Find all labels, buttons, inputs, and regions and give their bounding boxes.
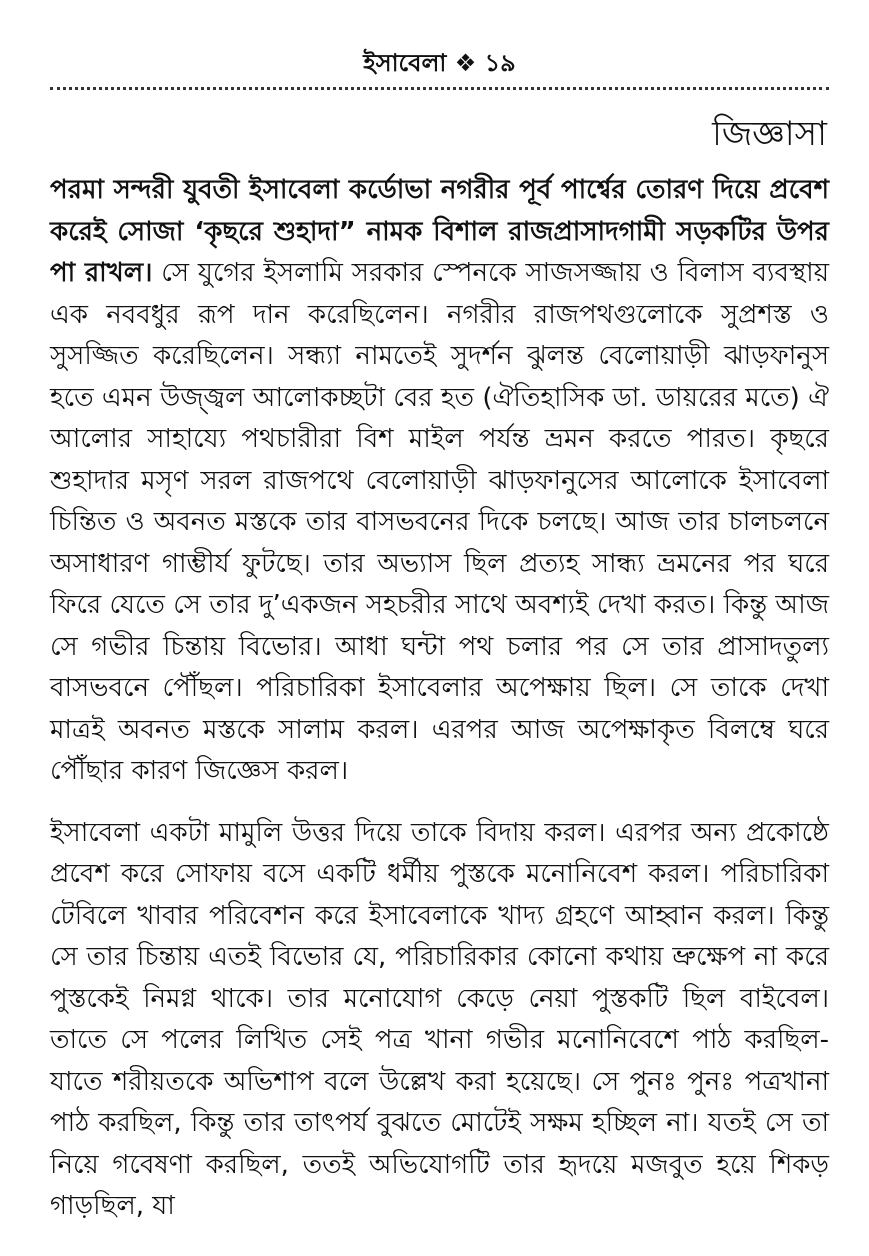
- paragraph-1-opening: পরমা সন্দরী যুবতী ইসাবেলা কর্ডোভা নগরীর পূর্ব পার্শ্বের তোরণ দিয়ে প্রবেশ করেই সোজা ‘কৃছরে শুহাদা” নামক বিশাল রাজপ্রাসাদগামী সড়কটির উপর পা রাখল।: [50, 175, 829, 288]
- chapter-title: জিজ্ঞাসা: [712, 114, 827, 154]
- paragraph-2-text: ইসাবেলা একটা মামুলি উত্তর দিয়ে তাকে বিদায় করল। এরপর অন্য প্রকোষ্ঠে প্রবেশ করে সোফায় বসে একটি ধর্মীয় পুস্তকে মনোনিবেশ করল। পরিচারিকা টেবিলে খাবার পরিবেশন করে ইসাবেলাকে খাদ্য গ্রহণে আহ্বান করল। কিন্তু সে তার চিন্তায় এতই বিভোর যে, পরিচারিকার কোনো কথায় ভ্রুক্ষেপ না করে পুস্তকেই নিমগ্ন থাকে। তার মনোযোগ কেড়ে নেয়া পুস্তকটি ছিল বাইবেল। তাতে সে পলের লিখিত সেই পত্র খানা গভীর মনোনিবেশে পাঠ করছিল-যাতে শরীয়তকে অভিশাপ বলে উল্লেখ করা হয়েছে। সে পুনঃ পুনঃ পত্রখানা পাঠ করছিল, কিন্তু তার তাৎপর্য বুঝতে মোটেই সক্ষম হচ্ছিল না। যতই সে তা নিয়ে গবেষণা করছিল, ততই অভিযোগটি তার হৃদয়ে মজবুত হয়ে শিকড় গাড়ছিল, যা: [50, 817, 829, 1221]
- paragraph-1-text: সে যুগের ইসলামি সরকার স্পেনকে সাজসজ্জায় ও বিলাস ব্যবস্থায় এক নববধুর রূপ দান করেছিলেন। নগরীর রাজপথগুলোকে সুপ্রশস্ত ও সুসজ্জিত করেছিলেন। সন্ধ্যা নামতেই সুদর্শন ঝুলন্ত বেলোয়াড়ী ঝাড়ফানুস হতে এমন উজ্জ্বল আলোকচ্ছটা বের হত (ঐতিহাসিক ডা. ডায়রের মতে) ঐ আলোর সাহায্যে পথচারীরা বিশ মাইল পর্যন্ত ভ্রমন করতে পারত। কৃছরে শুহাদার মসৃণ সরল রাজপথে বেলোয়াড়ী ঝাড়ফানুসের আলোকে ইসাবেলা চিন্তিত ও অবনত মস্তকে তার বাসভবনের দিকে চলছে। আজ তার চালচলনে অসাধারণ গাম্ভীর্য ফুটছে। তার অভ্যাস ছিল প্রত্যহ সান্ধ্য ভ্রমনের পর ঘরে ফিরে যেতে সে তার দু’একজন সহচরীর সাথে অবশ্যই দেখা করত। কিন্তু আজ সে গভীর চিন্তায় বিভোর। আধা ঘন্টা পথ চলার পর সে তার প্রাসাদতুল্য বাসভবনে পৌঁছল। পরিচারিকা ইসাবেলার অপেক্ষায় ছিল। সে তাকে দেখা মাত্রই অবনত মস্তকে সালাম করল। এরপর আজ অপেক্ষাকৃত বিলম্বে ঘরে পৌঁছার কারণ জিজ্ঞেস করল।: [50, 258, 830, 786]
- header-divider: [50, 87, 829, 90]
- body-text: [50, 170, 829, 1228]
- paragraph-1: [50, 170, 829, 793]
- running-header: ইসাবেলা ❖ ১৯: [363, 49, 516, 77]
- paragraph-2: [50, 813, 829, 1228]
